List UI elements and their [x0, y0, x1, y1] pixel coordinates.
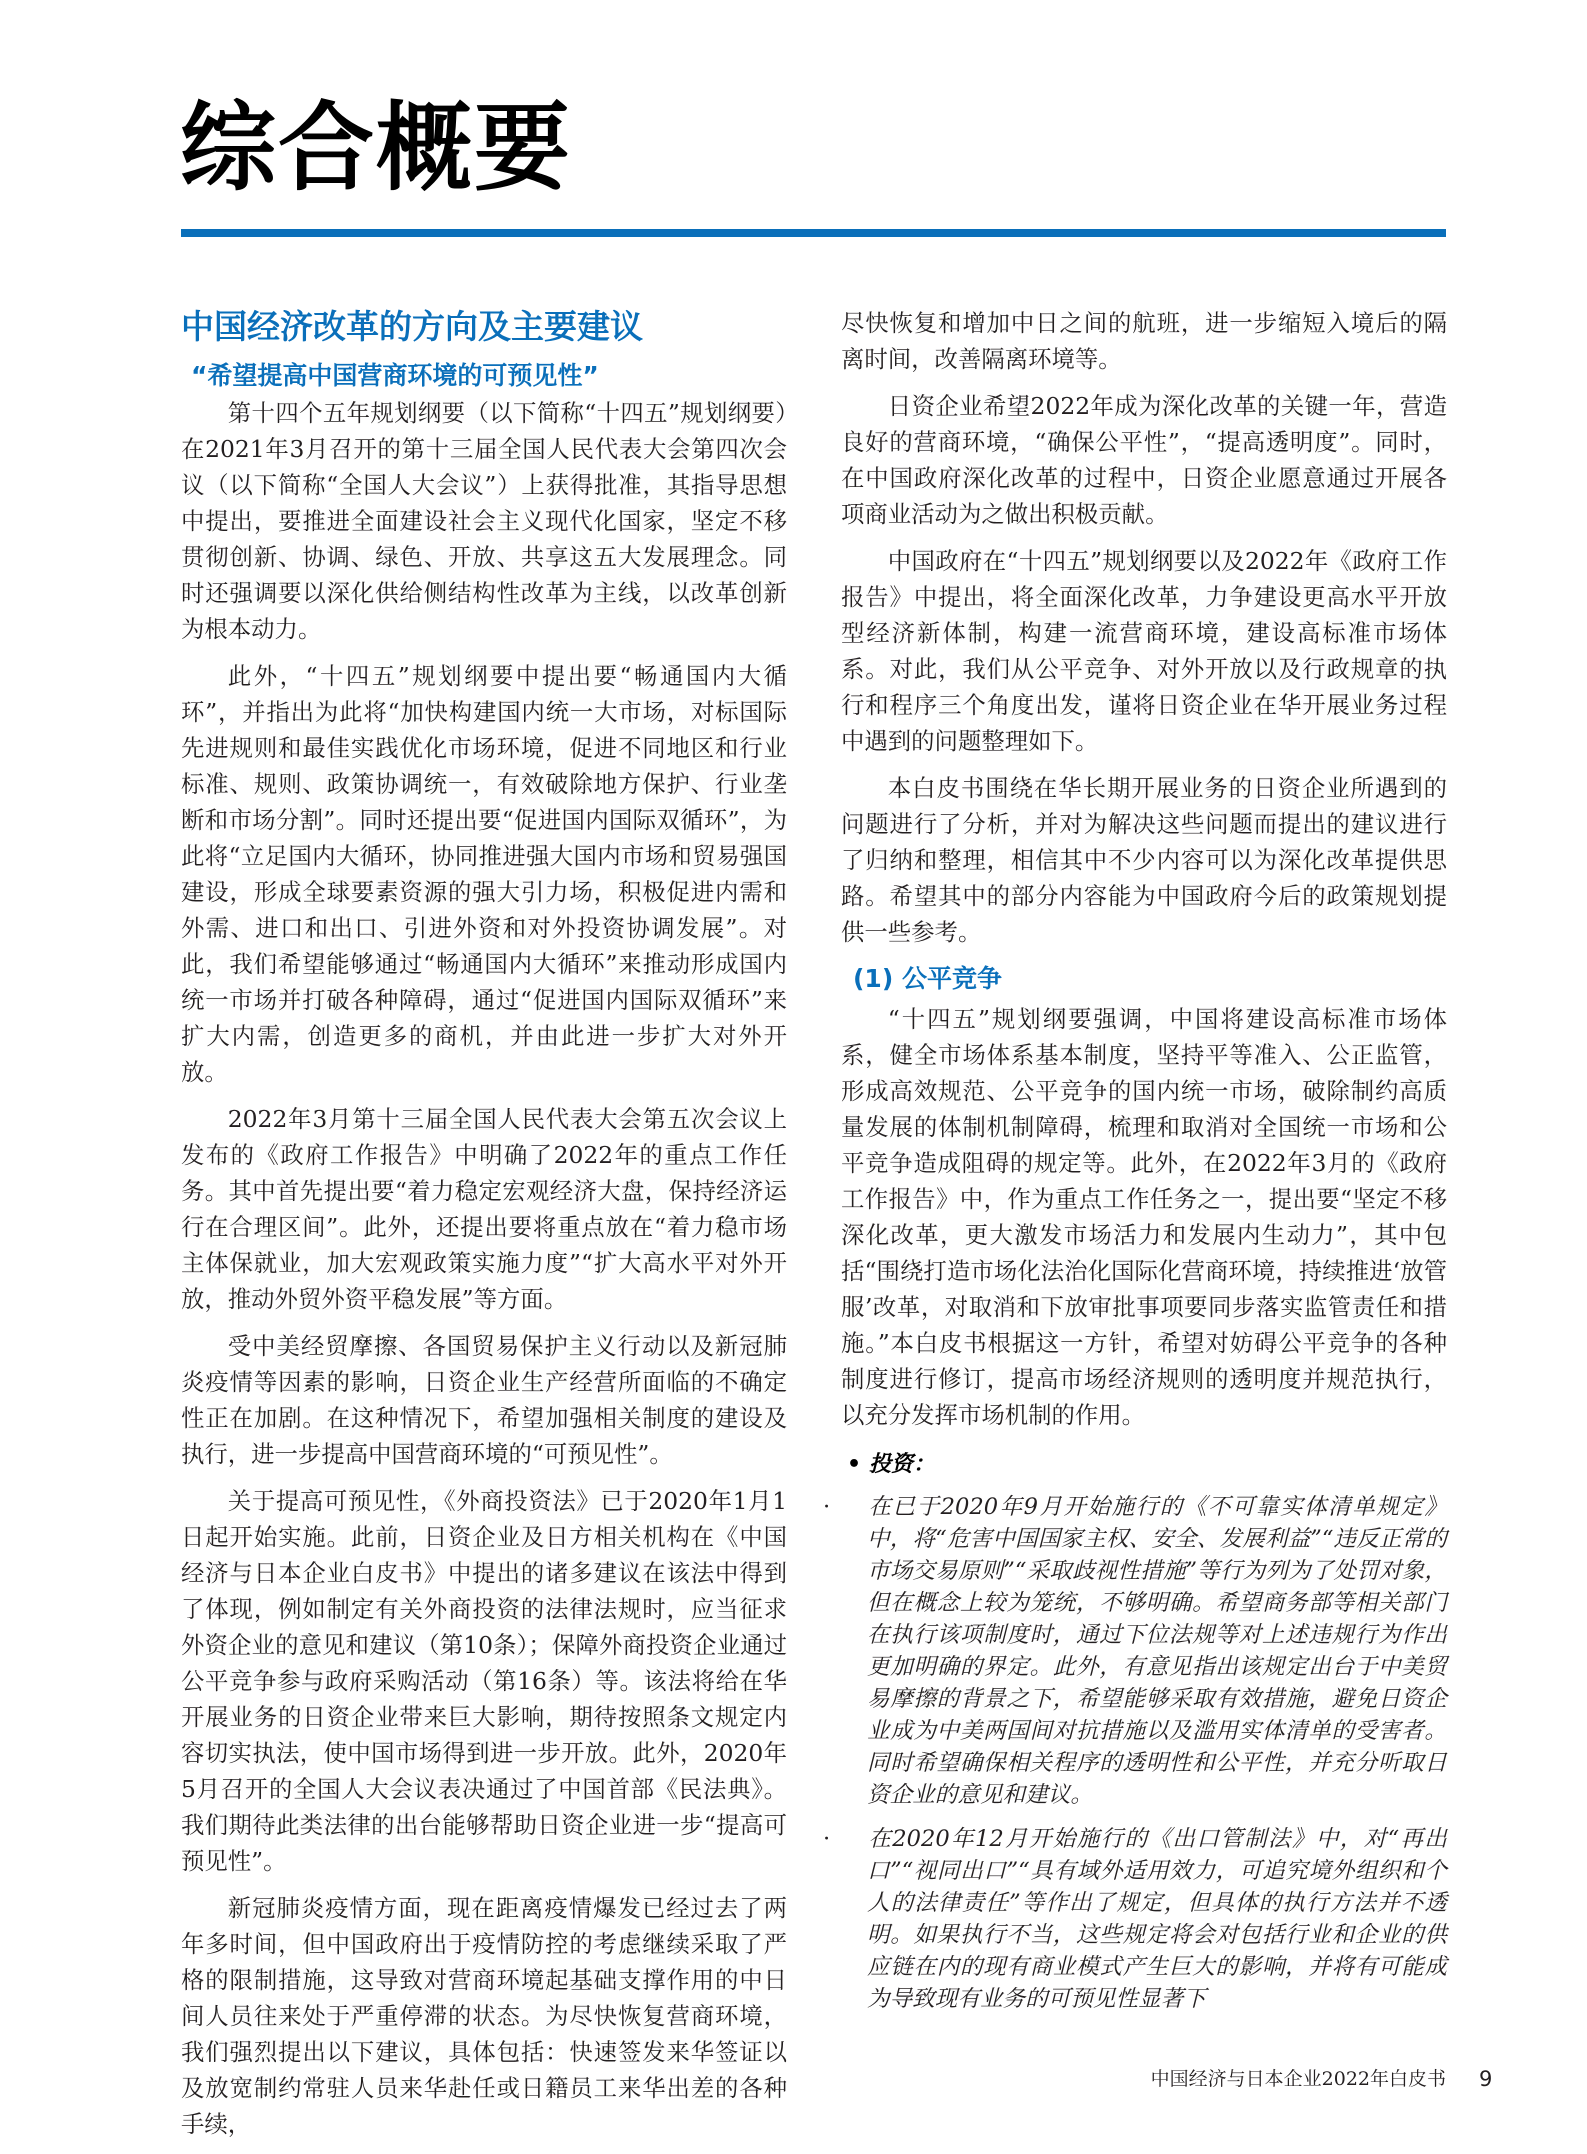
paragraph-continuation: 尽快恢复和增加中日之间的航班，进一步缩短入境后的隔离时间，改善隔离环境等。: [841, 309, 1447, 373]
bullet-text: 在2020年12月开始施行的《出口管制法》中，对“再出口”“视同出口”“具有域外适用效力，可追究境外组织和个人的法律责任”等作出了规定，但具体的执行方法并不透明。如果执行不当，这些规定将会对包括行业和企业的供应链在内的现有商业模式产生巨大的影响，并将有可能成为导致现有业务的可预见性显著下: [867, 1826, 1447, 2012]
bullet-item: [823, 1491, 1447, 1811]
bullet-icon: ·: [823, 1826, 831, 1852]
paragraph: 本白皮书围绕在华长期开展业务的日资企业所遇到的问题进行了分析，并对为解决这些问题而提出的建议进行了归纳和整理，相信其中不少内容可以为深化改革提供思路。希望其中的部分内容能为中国政府今后的政策规划提供一些参考。: [841, 774, 1447, 946]
bullet-icon: •: [847, 1452, 862, 1477]
bullet-icon: ·: [823, 1494, 831, 1520]
paragraph: 关于提高可预见性，《外商投资法》已于2020年1月1日起开始实施。此前，日资企业及日方相关机构在《中国经济与日本企业白皮书》中提出的诸多建议在该法中得到了体现，例如制定有关外商投资的法律法规时，应当征求外资企业的意见和建议（第10条）；保障外商投资企业通过公平竞争参与政府采购活动（第16条）等。该法将给在华开展业务的日资企业带来巨大影响，期待按照条文规定内容切实执法，使中国市场得到进一步开放。此外，2020年5月召开的全国人大会议表决通过了中国首部《民法典》。我们期待此类法律的出台能够帮助日资企业进一步“提高可预见性”。: [181, 1487, 787, 1875]
publication-title: 中国经济与日本企业2022年白皮书: [1150, 2068, 1446, 2090]
paragraph: 此外，“十四五”规划纲要中提出要“畅通国内大循环”，并指出为此将“加快构建国内统一大市场，对标国际先进规则和最佳实践优化市场环境，促进不同地区和行业标准、规则、政策协调统一，有效破除地方保护、行业垄断和市场分割”。同时还提出要“促进国内国际双循环”，为此将“立足国内大循环，协同推进强大国内市场和贸易强国建设，形成全球要素资源的强大引力场，积极促进内需和外需、进口和出口、引进外资和对外投资协调发展”。对此，我们希望能够通过“畅通国内大循环”来推动形成国内统一市场并打破各种障碍，通过“促进国内国际双循环”来扩大内需，创造更多的商机，并由此进一步扩大对外开放。: [181, 662, 787, 1086]
title-divider: [181, 229, 1446, 237]
fair-competition-heading: (1) 公平竞争: [853, 964, 1002, 993]
bullet-item: [823, 1823, 1447, 2015]
right-column: [823, 305, 1447, 2027]
bullet-heading-text: 投资：: [869, 1452, 936, 1477]
paragraph: 新冠肺炎疫情方面，现在距离疫情爆发已经过去了两年多时间，但中国政府出于疫情防控的考虑继续采取了严格的限制措施，这导致对营商环境起基础支撑作用的中日间人员往来处于严重停滞的状态。为尽快恢复营商环境，我们强烈提出以下建议，具体包括：快速签发来华签证以及放宽制约常驻人员来华赴任或日籍员工来华出差的各种手续，: [181, 1894, 787, 2138]
section-heading: 中国经济改革的方向及主要建议: [181, 307, 643, 346]
bullet-text: 在已于2020年9月开始施行的《不可靠实体清单规定》中，将“危害中国国家主权、安全、发展利益”“违反正常的市场交易原则”“采取歧视性措施”等行为列为了处罚对象，但在概念上较为笼统，不够明确。希望商务部等相关部门在执行该项制度时，通过下位法规等对上述违规行为作出更加明确的界定。此外，有意见指出该规定出台于中美贸易摩擦的背景之下，希望能够采取有效措施，避免日资企业成为中美两国间对抗措施以及滥用实体清单的受害者。同时希望确保相关程序的透明性和公平性，并充分听取日资企业的意见和建议。: [867, 1494, 1447, 1808]
paragraph: 第十四个五年规划纲要（以下简称“十四五”规划纲要）在2021年3月召开的第十三届全国人民代表大会第四次会议（以下简称“全国人大会议”）上获得批准，其指导思想中提出，要推进全面建设社会主义现代化国家，坚定不移贯彻创新、协调、绿色、开放、共享这五大发展理念。同时还强调要以深化供给侧结构性改革为主线，以改革创新为根本动力。: [181, 399, 787, 643]
paragraph: “十四五”规划纲要强调，中国将建设高标准市场体系，健全市场体系基本制度，坚持平等准入、公正监管，形成高效规范、公平竞争的国内统一市场，破除制约高质量发展的体制机制障碍，梳理和取消对全国统一市场和公平竞争造成阻碍的规定等。此外，在2022年3月的《政府工作报告》中，作为重点工作任务之一，提出要“坚定不移深化改革，更大激发市场活力和发展内生动力”，其中包括“围绕打造市场化法治化国际化营商环境，持续推进‘放管服’改革，对取消和下放审批事项要同步落实监管责任和措施。”本白皮书根据这一方针，希望对妨碍公平竞争的各种制度进行修订，提高市场经济规则的透明度并规范执行，以充分发挥市场机制的作用。: [841, 1005, 1447, 1429]
left-column: [181, 305, 787, 2153]
page-title: 综合概要: [180, 92, 572, 204]
page-number: 9: [1479, 2067, 1493, 2091]
paragraph: 日资企业希望2022年成为深化改革的关键一年，营造良好的营商环境，“确保公平性”，“提高透明度”。同时，在中国政府深化改革的过程中，日资企业愿意通过开展各项商业活动为之做出积极贡献。: [841, 392, 1447, 528]
investment-bullet-heading: [847, 1449, 1447, 1481]
subheading: “希望提高中国营商环境的可预见性”: [191, 361, 599, 390]
paragraph: 2022年3月第十三届全国人民代表大会第五次会议上发布的《政府工作报告》中明确了2022年的重点工作任务。其中首先提出要“着力稳定宏观经济大盘，保持经济运行在合理区间”。此外，还提出要将重点放在“着力稳市场主体保就业，加大宏观政策实施力度”“扩大高水平对外开放，推动外贸外资平稳发展”等方面。: [181, 1105, 787, 1313]
paragraph: 受中美经贸摩擦、各国贸易保护主义行动以及新冠肺炎疫情等因素的影响，日资企业生产经营所面临的不确定性正在加剧。在这种情况下，希望加强相关制度的建设及执行，进一步提高中国营商环境的“可预见性”。: [181, 1332, 787, 1468]
paragraph: 中国政府在“十四五”规划纲要以及2022年《政府工作报告》中提出，将全面深化改革，力争建设更高水平开放型经济新体制，构建一流营商环境，建设高标准市场体系。对此，我们从公平竞争、对外开放以及行政规章的执行和程序三个角度出发，谨将日资企业在华开展业务过程中遇到的问题整理如下。: [841, 547, 1447, 755]
